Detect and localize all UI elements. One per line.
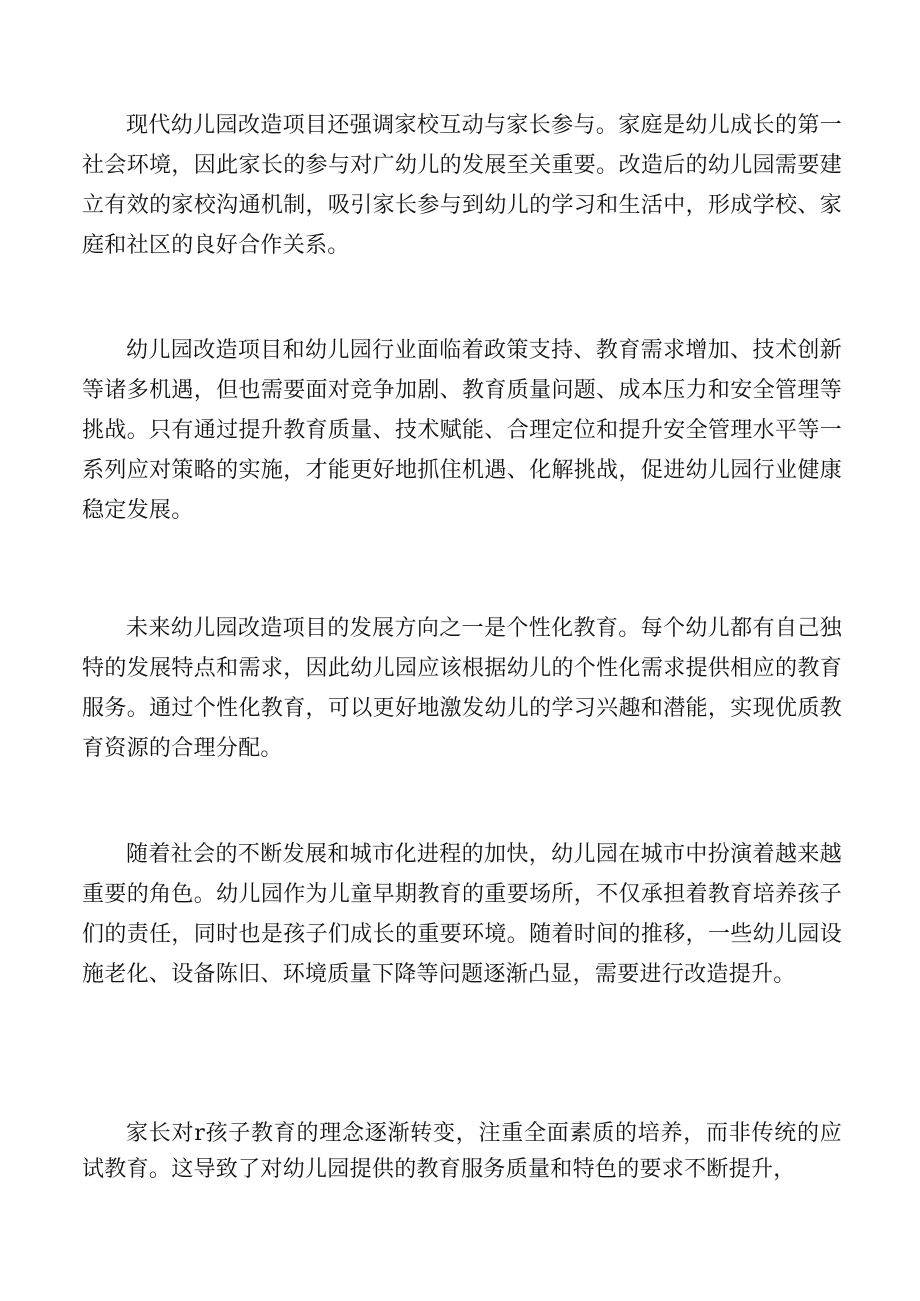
paragraph-personalized-education: 未来幼儿园改造项目的发展方向之一是个性化教育。每个幼儿都有自己独特的发展特点和需求，因此幼儿园应该根据幼儿的个性化需求提供相应的教育服务。通过个性化教育，可以更好地激发幼儿的学习兴趣和潜能，实现优质教育资源的合理分配。 bbox=[82, 616, 842, 761]
paragraph-parent-education-concepts: 家长对r孩子教育的理念逐渐转变，注重全面素质的培养，而非传统的应试教育。这导致了对幼儿园提供的教育服务质量和特色的要求不断提升， bbox=[82, 1121, 842, 1182]
paragraph-opportunities-and-challenges: 幼儿园改造项目和幼儿园行业面临着政策支持、教育需求增加、技术创新等诸多机遇，但也需要面对竞争加剧、教育质量问题、成本压力和安全管理等挑战。只有通过提升教育质量、技术赋能、合理定位和提升安全管理水平等一系列应对策略的实施，才能更好地抓住机遇、化解挑战，促进幼儿园行业健康稳定发展。 bbox=[82, 338, 842, 523]
paragraph-urbanization-background: 随着社会的不断发展和城市化进程的加快，幼儿园在城市中扮演着越来越重要的角色。幼儿园作为儿童早期教育的重要场所，不仅承担着教育培养孩子们的责任，同时也是孩子们成长的重要环境。随着时间的推移，一些幼儿园设施老化、设备陈旧、环境质量下降等问题逐渐凸显，需要进行改造提升。 bbox=[82, 842, 842, 987]
paragraph-family-school-interaction: 现代幼儿园改造项目还强调家校互动与家长参与。家庭是幼儿成长的第一社会环境，因此家长的参与对广幼儿的发展至关重要。改造后的幼儿园需要建立有效的家校沟通机制，吸引家长参与到幼儿的学习和生活中，形成学校、家庭和社区的良好合作关系。 bbox=[82, 113, 842, 258]
